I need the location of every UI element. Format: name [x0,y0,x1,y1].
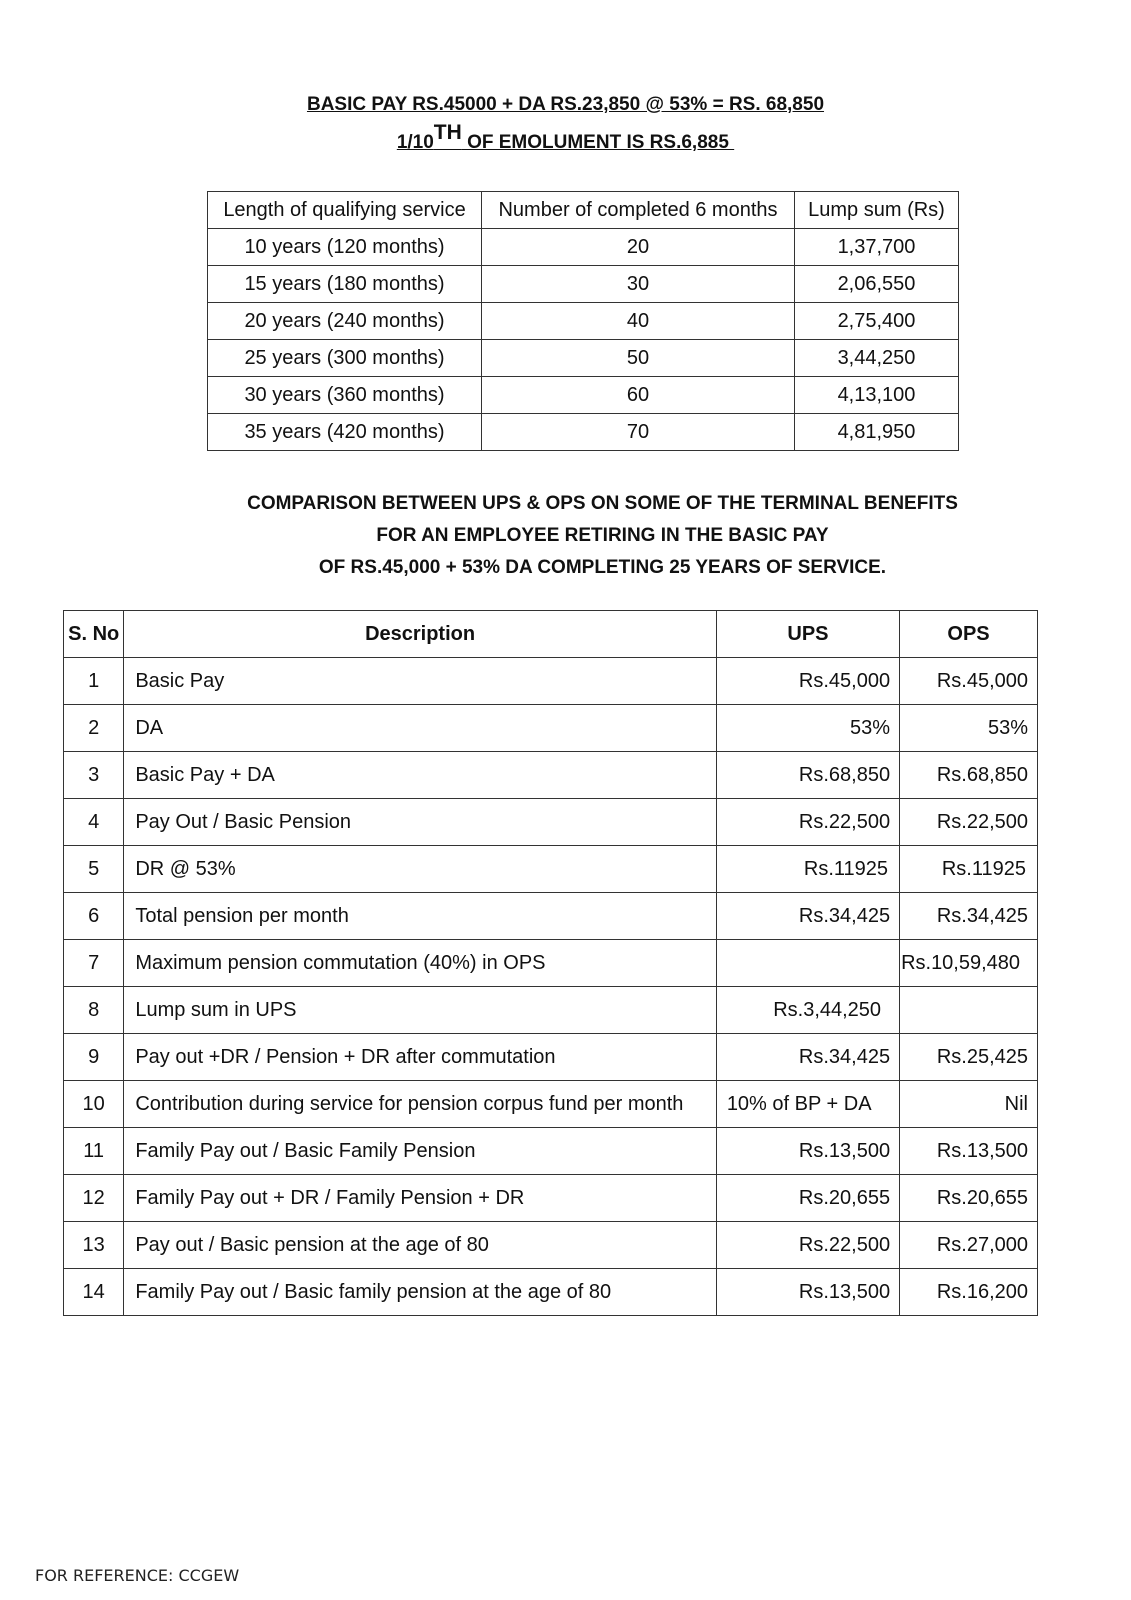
ops-cell: Rs.34,425 [900,893,1038,940]
ups-cell: Rs.34,425 [716,1034,899,1081]
lump-table-header-row [208,192,959,229]
ups-cell: Rs.13,500 [716,1269,899,1316]
header-ups: UPS [716,611,899,658]
lump-amount-cell: 4,13,100 [795,377,959,414]
sno-cell: 6 [64,893,124,940]
ups-cell: Rs.34,425 [716,893,899,940]
ups-cell: Rs.3,44,250 [716,987,899,1034]
comparison-header-row [64,611,1038,658]
lump-amount-cell: 2,75,400 [795,303,959,340]
lump-header-months: Number of completed 6 months [482,192,795,229]
header-description: Description [124,611,716,658]
description-cell: Basic Pay + DA [124,752,716,799]
ups-cell: Rs.22,500 [716,1222,899,1269]
ups-cell: Rs.22,500 [716,799,899,846]
table-row [64,987,1038,1034]
lump-sum-table [207,191,959,451]
lump-service-cell: 10 years (120 months) [208,229,482,266]
ups-cell: 53% [716,705,899,752]
description-cell: Pay out / Basic pension at the age of 80 [124,1222,716,1269]
description-cell: Total pension per month [124,893,716,940]
description-cell: Contribution during service for pension corpus fund per month [124,1081,716,1128]
ups-cell: Rs.20,655 [716,1175,899,1222]
lump-service-cell: 25 years (300 months) [208,340,482,377]
table-row [64,1081,1038,1128]
table-row [64,846,1038,893]
description-cell: Maximum pension commutation (40%) in OPS [124,940,716,987]
heading-basic-pay: BASIC PAY RS.45000 + DA RS.23,850 @ 53% = RS. 68,850 [306,94,825,115]
table-row [208,340,959,377]
table-row [208,229,959,266]
description-cell: Pay Out / Basic Pension [124,799,716,846]
lump-header-amount: Lump sum (Rs) [795,192,959,229]
comparison-title-line: FOR AN EMPLOYEE RETIRING IN THE BASIC PAY [376,525,829,546]
lump-amount-cell: 2,06,550 [795,266,959,303]
description-cell: Basic Pay [124,658,716,705]
ops-cell: Rs.25,425 [900,1034,1038,1081]
description-cell: DA [124,705,716,752]
ops-cell [900,987,1038,1034]
sno-cell: 14 [64,1269,124,1316]
ops-cell: Rs.68,850 [900,752,1038,799]
ops-cell: 53% [900,705,1038,752]
lump-amount-cell: 1,37,700 [795,229,959,266]
ups-ops-comparison-table [63,610,1038,1316]
lump-months-cell: 60 [482,377,795,414]
footer-reference: FOR REFERENCE: CCGEW [35,1566,240,1585]
table-row [64,1128,1038,1175]
table-row [64,705,1038,752]
sno-cell: 5 [64,846,124,893]
ups-cell: Rs.13,500 [716,1128,899,1175]
sno-cell: 7 [64,940,124,987]
table-row [64,1222,1038,1269]
sno-cell: 8 [64,987,124,1034]
comparison-title [0,488,1131,584]
table-row [64,940,1038,987]
lump-service-cell: 35 years (420 months) [208,414,482,451]
sno-cell: 13 [64,1222,124,1269]
ops-cell: Rs.11925 [900,846,1038,893]
lump-header-service: Length of qualifying service [208,192,482,229]
table-row [64,1034,1038,1081]
lump-months-cell: 50 [482,340,795,377]
table-row [64,799,1038,846]
ops-cell: Rs.10,59,480 [900,940,1038,987]
lump-service-cell: 30 years (360 months) [208,377,482,414]
lump-months-cell: 30 [482,266,795,303]
lump-months-cell: 20 [482,229,795,266]
ops-cell: Rs.27,000 [900,1222,1038,1269]
sno-cell: 10 [64,1081,124,1128]
ops-cell: Nil [900,1081,1038,1128]
ups-cell: Rs.68,850 [716,752,899,799]
table-row [208,414,959,451]
emolument-heading [0,121,1131,154]
description-cell: DR @ 53% [124,846,716,893]
sno-cell: 9 [64,1034,124,1081]
description-cell: Family Pay out / Basic family pension at the age of 80 [124,1269,716,1316]
table-row [208,266,959,303]
ops-cell: Rs.13,500 [900,1128,1038,1175]
ops-cell: Rs.20,655 [900,1175,1038,1222]
ups-cell: 10% of BP + DA [716,1081,899,1128]
ups-cell: Rs.45,000 [716,658,899,705]
lump-amount-cell: 4,81,950 [795,414,959,451]
comparison-title-line: OF RS.45,000 + 53% DA COMPLETING 25 YEARS OF SERVICE. [318,557,887,578]
header-sno: S. No [64,611,124,658]
description-cell: Lump sum in UPS [124,987,716,1034]
table-row [64,658,1038,705]
description-cell: Pay out +DR / Pension + DR after commutation [124,1034,716,1081]
lump-months-cell: 40 [482,303,795,340]
ups-cell [716,940,899,987]
sno-cell: 3 [64,752,124,799]
header-ops: OPS [900,611,1038,658]
sno-cell: 2 [64,705,124,752]
ops-cell: Rs.16,200 [900,1269,1038,1316]
sno-cell: 12 [64,1175,124,1222]
description-cell: Family Pay out + DR / Family Pension + DR [124,1175,716,1222]
table-row [64,893,1038,940]
table-row [208,377,959,414]
sno-cell: 11 [64,1128,124,1175]
emolument-fraction: 1/10TH OF EMOLUMENT IS RS.6,885 [396,121,735,153]
lump-service-cell: 15 years (180 months) [208,266,482,303]
lump-months-cell: 70 [482,414,795,451]
table-row [64,1269,1038,1316]
table-row [208,303,959,340]
description-cell: Family Pay out / Basic Family Pension [124,1128,716,1175]
table-row [64,752,1038,799]
ups-cell: Rs.11925 [716,846,899,893]
sno-cell: 1 [64,658,124,705]
page-heading [0,94,1131,116]
ops-cell: Rs.45,000 [900,658,1038,705]
comparison-title-line: COMPARISON BETWEEN UPS & OPS ON SOME OF THE TERMINAL BENEFITS [247,493,958,514]
sno-cell: 4 [64,799,124,846]
lump-amount-cell: 3,44,250 [795,340,959,377]
lump-service-cell: 20 years (240 months) [208,303,482,340]
ops-cell: Rs.22,500 [900,799,1038,846]
table-row [64,1175,1038,1222]
